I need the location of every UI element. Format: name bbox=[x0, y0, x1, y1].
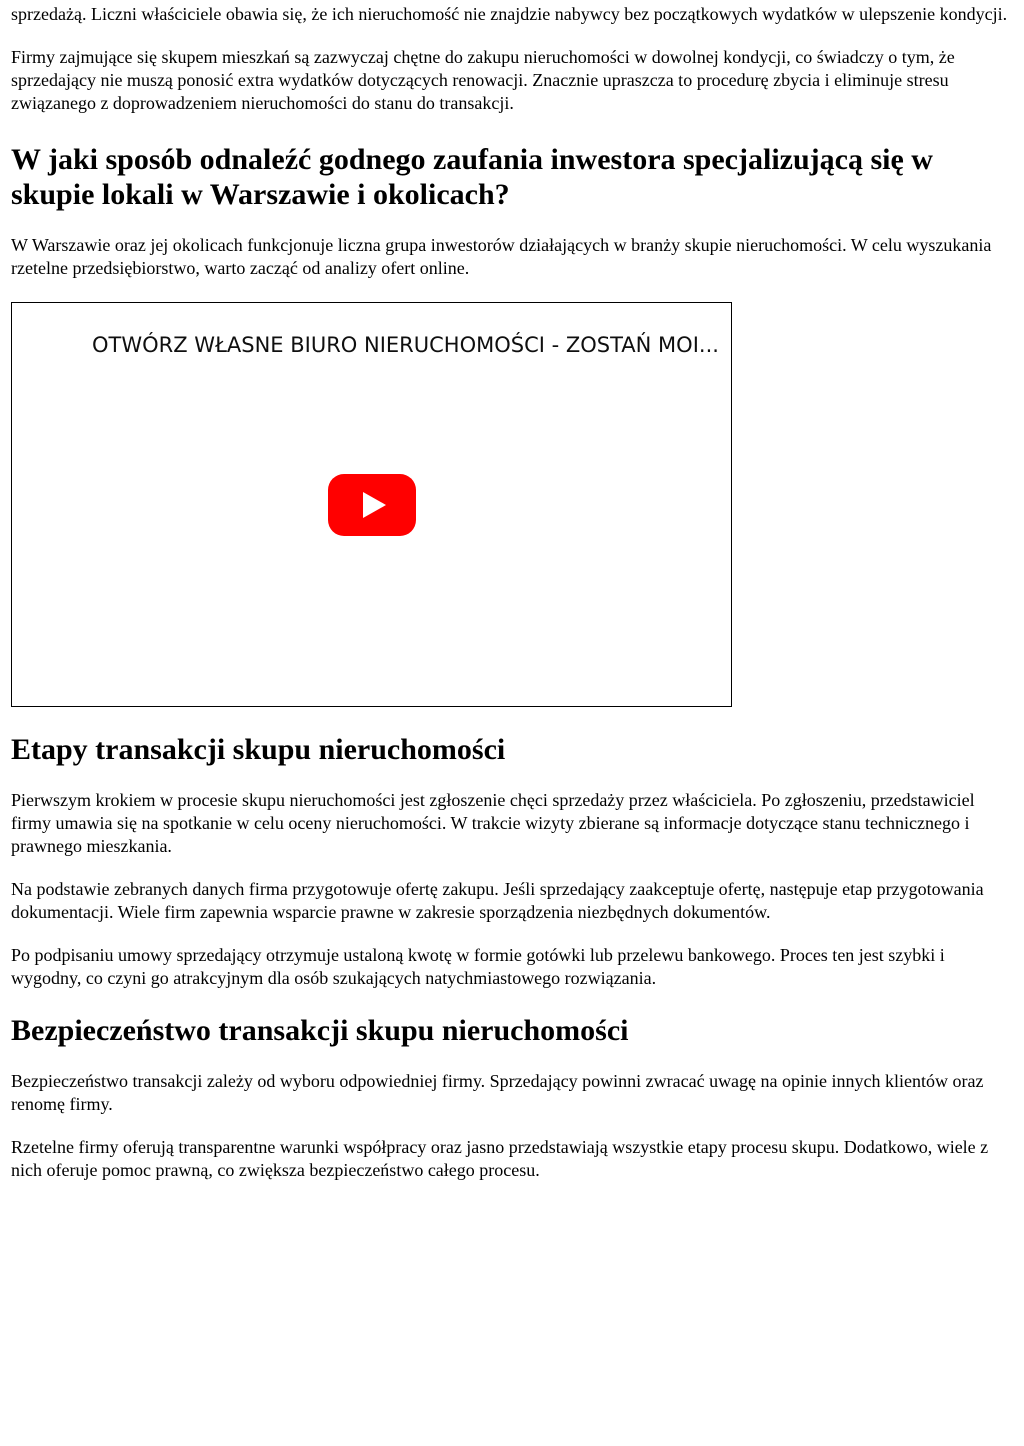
heading-transaction-safety: Bezpieczeństwo transakcji skupu nieruchomości bbox=[11, 1014, 629, 1047]
safety-paragraph-2: Rzetelne firmy oferują transparentne warunki współpracy oraz jasno przedstawiają wszystkie etapy procesu skupu. Dodatkowo, wiele z nich oferuje pomoc prawną, co zwiększa bezpieczeństwo całego procesu. bbox=[11, 1137, 989, 1180]
intro-paragraph-1: sprzedażą. Liczni właściciele obawia się, że ich nieruchomość nie znajdzie nabywcy bez początkowych wydatków w ulepszenie kondycji. bbox=[11, 4, 1008, 24]
investor-paragraph-1: W Warszawie oraz jej okolicach funkcjonuje liczna grupa inwestorów działających w branży skupie nieruchomości. W celu wyszukania rzetelne przedsiębiorstwo, warto zacząć od analizy ofert online. bbox=[11, 235, 992, 278]
video-title[interactable]: OTWÓRZ WŁASNE BIURO NIERUCHOMOŚCI - ZOSTAŃ MOI... bbox=[92, 333, 719, 357]
intro-paragraph-2: Firmy zajmujące się skupem mieszkań są zazwyczaj chętne do zakupu nieruchomości w dowolnej kondycji, co świadczy o tym, że sprzedający nie muszą ponosić extra wydatków dotyczących renowacji. Znacznie upraszcza to procedurę zbycia i eliminuje stresu związanego z doprowadzeniem nieruchomości do stanu do transakcji. bbox=[11, 47, 955, 113]
play-button[interactable] bbox=[328, 474, 416, 536]
stages-paragraph-1: Pierwszym krokiem w procesie skupu nieruchomości jest zgłoszenie chęci sprzedaży przez właściciela. Po zgłoszeniu, przedstawiciel firmy umawia się na spotkanie w celu oceny nieruchomości. W trakcie wizyty zbierane są informacje dotyczące stanu technicznego i prawnego mieszkania. bbox=[11, 790, 975, 856]
article-content bbox=[11, 0, 1013, 1182]
stages-paragraph-3: Po podpisaniu umowy sprzedający otrzymuje ustaloną kwotę w formie gotówki lub przelewu bankowego. Proces ten jest szybki i wygodny, co czyni go atrakcyjnym dla osób szukających natychmiastowego rozwiązania. bbox=[11, 945, 945, 988]
heading-find-investor: W jaki sposób odnaleźć godnego zaufania inwestora specjalizującą się w skupie lokali w Warszawie i okolicach? bbox=[11, 143, 933, 211]
heading-transaction-stages: Etapy transakcji skupu nieruchomości bbox=[11, 733, 506, 766]
video-embed[interactable] bbox=[11, 302, 732, 707]
youtube-play-icon[interactable] bbox=[328, 474, 416, 536]
safety-paragraph-1: Bezpieczeństwo transakcji zależy od wyboru odpowiedniej firmy. Sprzedający powinni zwracać uwagę na opinie innych klientów oraz renomę firmy. bbox=[11, 1071, 984, 1114]
stages-paragraph-2: Na podstawie zebranych danych firma przygotowuje ofertę zakupu. Jeśli sprzedający zaakceptuje ofertę, następuje etap przygotowania dokumentacji. Wiele firm zapewnia wsparcie prawne w zakresie sporządzenia niezbędnych dokumentów. bbox=[11, 879, 984, 922]
